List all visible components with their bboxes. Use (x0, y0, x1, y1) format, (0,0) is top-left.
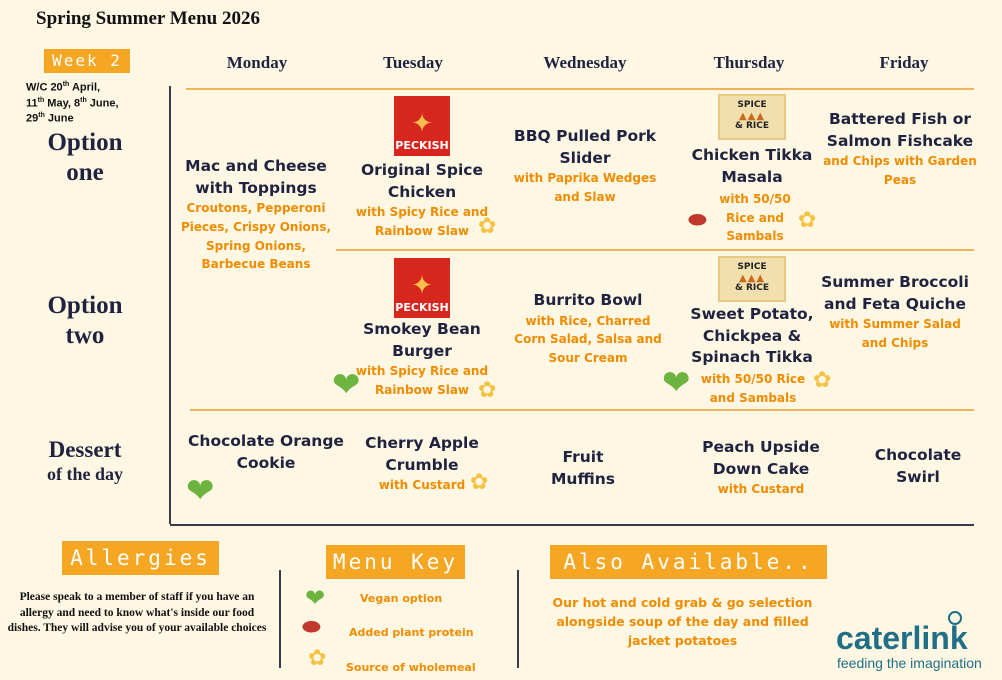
rooster-icon: ✦ (411, 109, 433, 139)
menu-cell-option-one-wednesday (505, 126, 665, 207)
allergies-heading: Allergies (62, 541, 219, 575)
menu-cell-dessert-wednesday (503, 447, 663, 490)
dish-side: with Custard (717, 482, 805, 497)
bean-icon: ⬬ (302, 615, 321, 640)
day-header-friday: Friday (879, 53, 929, 72)
menu-key-label: Vegan option (360, 592, 443, 605)
dish-name: Chicken Tikka Masala (691, 146, 813, 186)
dish-name: Chocolate Swirl (874, 446, 962, 486)
spice-and-rice-logo: SPICE ▲▲▲ & RICE (718, 256, 786, 302)
day-header-thursday: Thursday (713, 53, 785, 72)
allergies-text: Please speak to a member of staff if you have an allergy and need to know what's inside our food dishes. They will advise you of your available choices (7, 591, 267, 635)
dish-side: Croutons, Pepperoni Pieces, Crispy Onions, Spring Onions, Barbecue Beans (180, 201, 332, 272)
vegan-heart-icon: ❤ (186, 471, 215, 511)
grid-line-bottom (170, 524, 974, 526)
grid-line-dessert (190, 409, 974, 411)
divider (517, 570, 519, 668)
dish-side: with Spicy Rice and Rainbow Slaw (355, 205, 489, 238)
menu-key-heading: Menu Key (326, 545, 465, 579)
caterlink-logo: caterlink (836, 620, 968, 656)
dish-name: Burrito Bowl (533, 291, 643, 309)
wheat-icon: ✿ (798, 208, 817, 233)
spice-and-rice-logo: SPICE ▲▲▲ & RICE (718, 94, 786, 140)
dish-name: Fruit Muffins (550, 448, 615, 488)
rooster-icon: ✦ (411, 271, 433, 301)
dish-side: with Custard (378, 478, 466, 493)
menu-cell-option-two-friday (815, 272, 975, 353)
dish-side: and Chips with Garden Peas (823, 154, 977, 187)
also-available-text: Our hot and cold grab & go selection alongside soup of the day and filled jacket potatoes (552, 595, 813, 648)
dish-name: Mac and Cheese with Toppings (185, 157, 327, 197)
grid-line-middle (336, 249, 974, 251)
grid-line-top (186, 88, 974, 90)
also-available-heading: Also Available.. (550, 545, 827, 579)
dish-name: Summer Broccoli and Feta Quiche (821, 273, 969, 313)
bean-icon: ⬬ (688, 208, 707, 233)
dish-name: Chocolate Orange Cookie (188, 432, 344, 472)
peckish-logo: ✦ PECKISH (394, 96, 450, 156)
peckish-logo: ✦ PECKISH (394, 258, 450, 318)
menu-key-label: Source of wholemeal (346, 661, 476, 674)
grid-vertical-line (169, 86, 171, 524)
dish-name: Battered Fish or Salmon Fishcake (826, 110, 974, 150)
wheat-icon: ✿ (478, 378, 497, 403)
menu-cell-dessert-monday (186, 431, 346, 474)
row-label-option-two: Option two (47, 292, 123, 349)
vegan-heart-icon: ❤ (662, 363, 691, 403)
dish-side: with 50/50 Rice and Sambals (700, 372, 806, 405)
menu-cell-option-two-thursday (672, 304, 832, 369)
menu-cell-monday-main (176, 156, 336, 274)
wheat-icon: ✿ (308, 646, 327, 671)
menu-cell-dessert-thursday (681, 437, 841, 499)
day-header-wednesday: Wednesday (543, 53, 627, 72)
menu-cell-option-one-thursday (672, 145, 832, 188)
dish-side: with Summer Salad and Chips (829, 317, 961, 350)
menu-cell-option-two-wednesday (508, 290, 668, 367)
caterlink-tagline: feeding the imagination (837, 655, 982, 671)
dish-name: Sweet Potato, Chickpea & Spinach Tikka (690, 305, 814, 367)
week-badge: Week 2 (44, 49, 130, 73)
row-label-dessert: Dessert of the day (47, 437, 123, 484)
vegan-heart-icon: ❤ (305, 584, 326, 612)
day-header-monday: Monday (226, 53, 288, 72)
day-header-tuesday: Tuesday (383, 53, 443, 72)
dish-side: with 50/50 Rice and Sambals (719, 192, 791, 244)
wheat-icon: ✿ (470, 470, 489, 495)
row-label-option-one: Option one (47, 129, 123, 186)
menu-cell-dessert-friday (838, 445, 998, 488)
dish-side: with Spicy Rice and Rainbow Slaw (355, 364, 489, 397)
vegan-heart-icon: ❤ (332, 365, 361, 405)
dish-name: Peach Upside Down Cake (702, 438, 820, 478)
wheat-icon: ✿ (478, 214, 497, 239)
dish-name: Original Spice Chicken (360, 161, 484, 201)
dish-name: Cherry Apple Crumble (365, 434, 479, 474)
dish-side: with Rice, Charred Corn Salad, Salsa and Sour Cream (514, 313, 662, 365)
menu-key-label: Added plant protein (349, 626, 474, 639)
menu-cell-option-one-friday (820, 109, 980, 190)
dish-name: Smokey Bean Burger (363, 320, 481, 360)
divider (279, 570, 281, 668)
week-commencing-dates: W/C 20th April, 11th May, 8th June, 29th June (26, 81, 119, 125)
page-title: Spring Summer Menu 2026 (36, 8, 260, 29)
dish-side: with Paprika Wedges and Slaw (513, 171, 657, 204)
dish-name: BBQ Pulled Pork Slider (513, 127, 657, 167)
wheat-icon: ✿ (813, 368, 832, 393)
